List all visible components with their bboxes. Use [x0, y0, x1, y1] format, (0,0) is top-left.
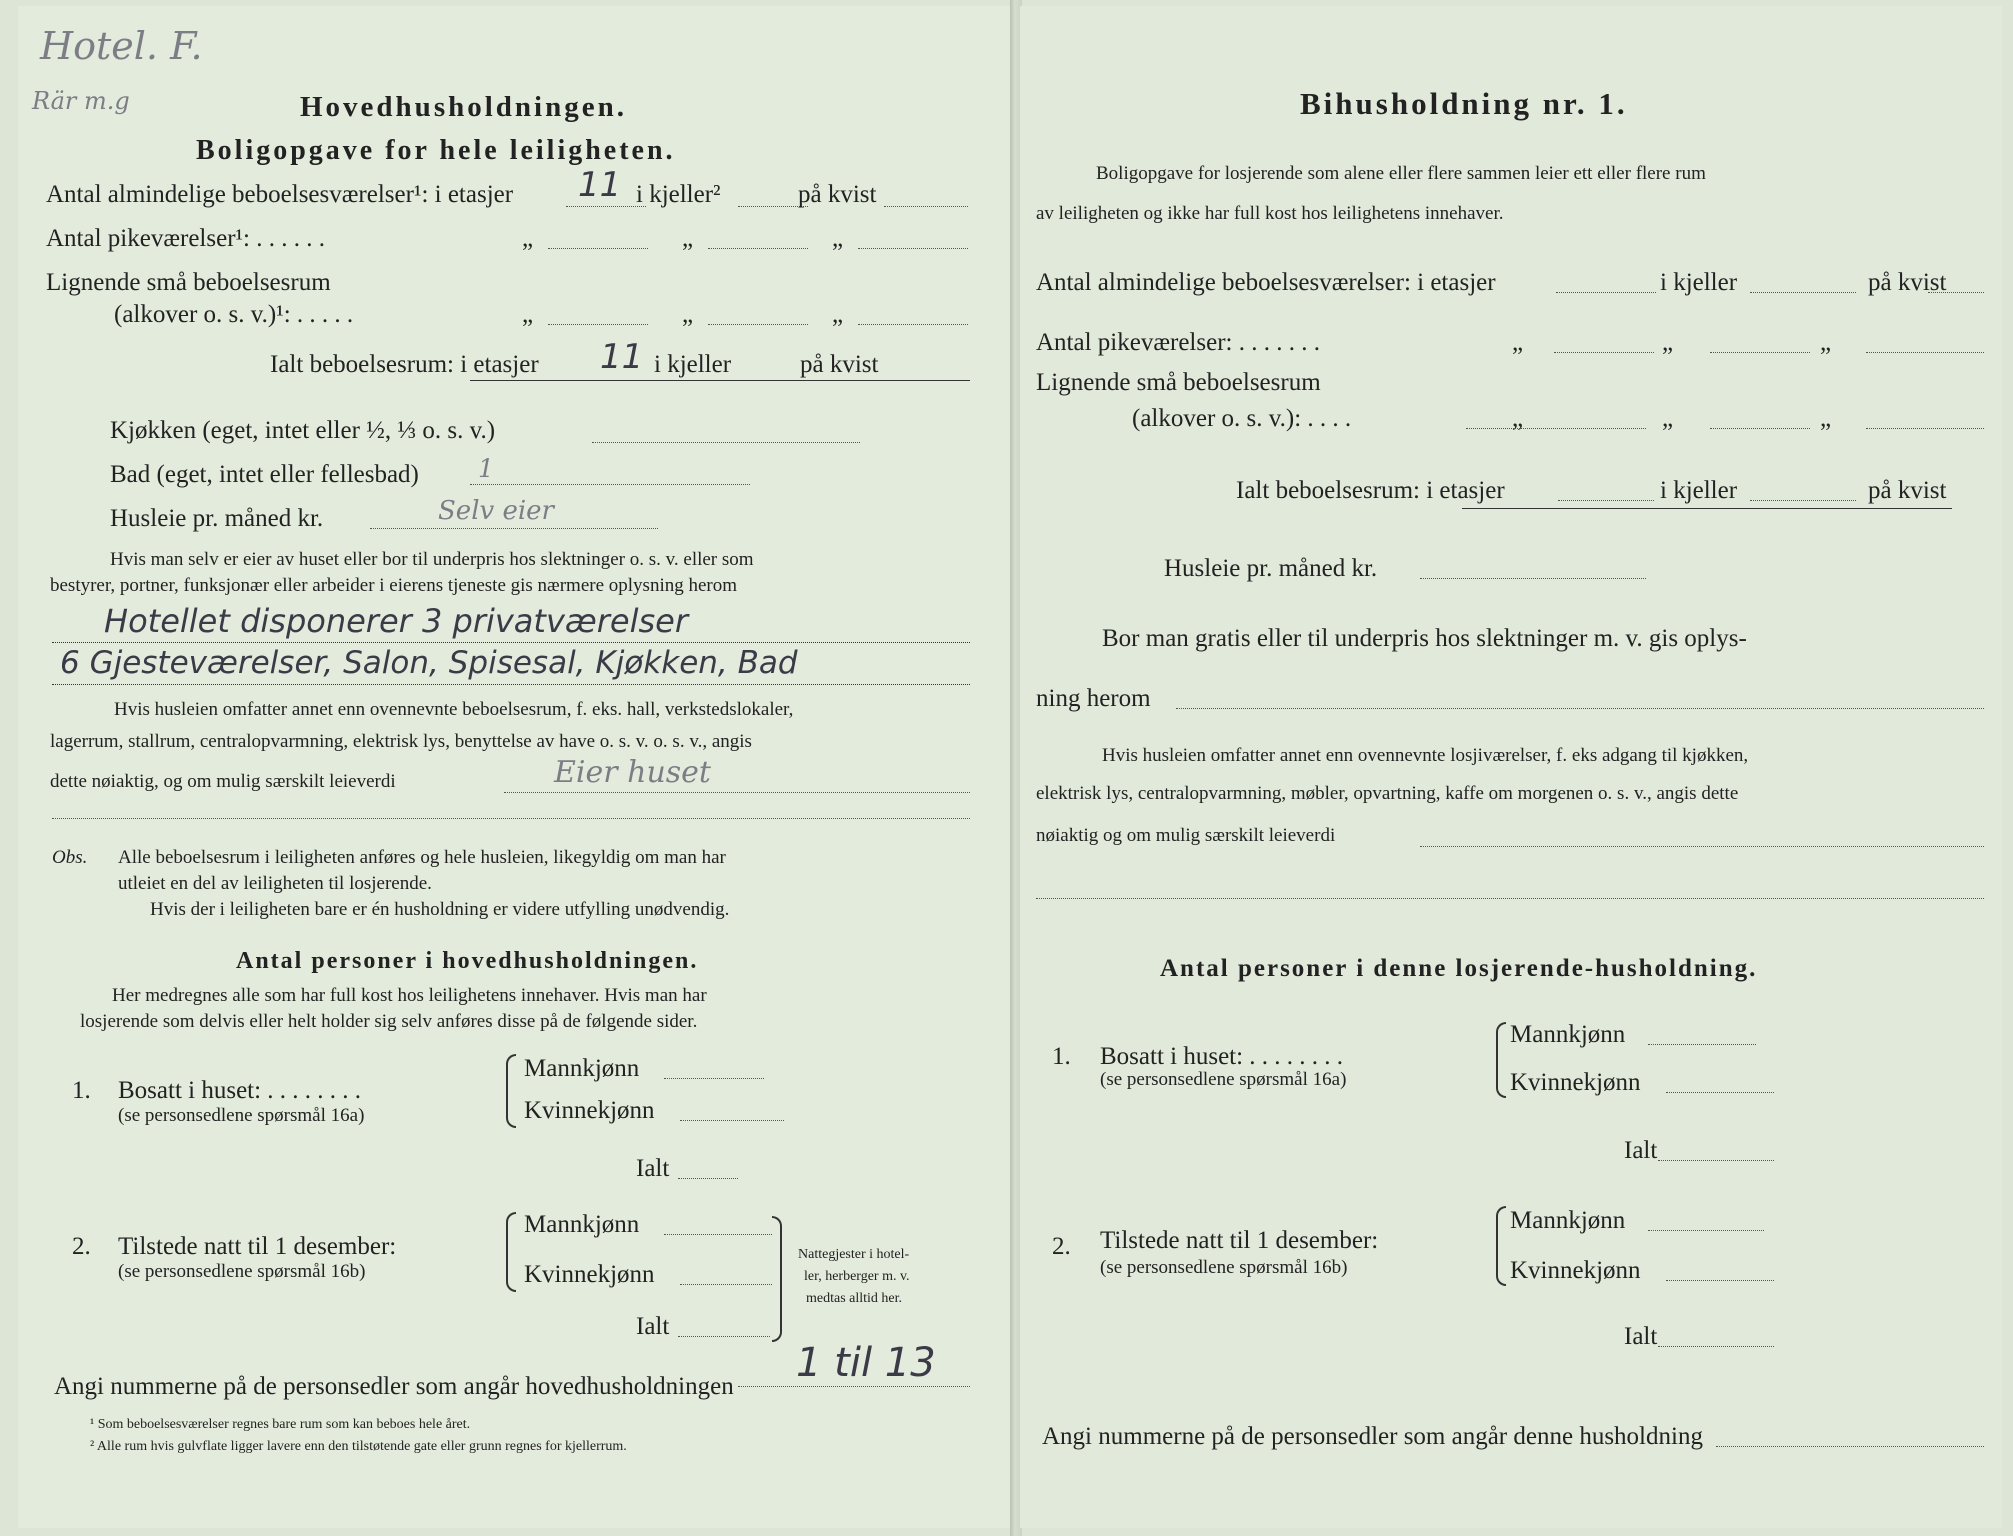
- omfatter-text-right-3: nøiaktig og om mulig særskilt leieverdi: [1036, 825, 1336, 846]
- rooms-kvist-field[interactable]: [884, 206, 968, 207]
- handwritten-underline-1: [52, 642, 970, 643]
- handwritten-underline-2: [52, 684, 970, 685]
- q1-ialt-field-right[interactable]: [1658, 1160, 1774, 1161]
- omfatter-text-3: dette nøiaktig, og om mulig særskilt leieverdi: [50, 771, 396, 792]
- q2-kvinne-label-right: Kvinnekjønn: [1510, 1257, 1641, 1284]
- husleie-label-right: Husleie pr. måned kr.: [1164, 555, 1378, 582]
- q1-number-right: 1.: [1052, 1043, 1071, 1070]
- ialt-kjeller-field-right[interactable]: [1750, 500, 1856, 501]
- q2-label-right: Tilstede natt til 1 desember:: [1100, 1227, 1379, 1254]
- husleie-field[interactable]: [370, 528, 658, 529]
- obs-text-3: Hvis der i leiligheten bare er én husholdning er videre utfylling unødvendig.: [150, 899, 730, 920]
- lignende-etasjer-field-right[interactable]: [1466, 428, 1646, 429]
- q2-brace-right: [1496, 1206, 1506, 1286]
- pike-label-right: Antal pikeværelser: . . . . . . .: [1036, 329, 1320, 356]
- pike-kjeller-field[interactable]: [708, 248, 808, 249]
- persons-text-2: losjerende som delvis eller helt holder sig selv anføres disse på de følgende sider.: [80, 1011, 698, 1032]
- ditto-r1: „: [1512, 329, 1524, 356]
- ditto-2: „: [682, 225, 694, 252]
- page-title: Hovedhusholdningen.: [300, 91, 627, 123]
- ditto-1: „: [522, 225, 534, 252]
- obs-text-2: utleiet en del av leiligheten til losjerende.: [118, 873, 432, 894]
- rooms-kjeller-field-right[interactable]: [1750, 292, 1856, 293]
- angi-label-right: Angi nummerne på de personsedler som angår denne husholdning: [1042, 1423, 1703, 1450]
- rooms-etasjer-field[interactable]: [566, 206, 646, 207]
- q2-brace: [506, 1212, 516, 1292]
- kjeller-label: i kjeller²: [636, 181, 721, 208]
- q2-mann-label-right: Mannkjønn: [1510, 1207, 1626, 1234]
- q2-number: 2.: [72, 1233, 91, 1260]
- q2-label: Tilstede natt til 1 desember:: [118, 1233, 397, 1260]
- kjokken-field[interactable]: [592, 442, 860, 443]
- q1-kvinne-label: Kvinnekjønn: [524, 1097, 655, 1124]
- q2-kvinne-field[interactable]: [680, 1284, 772, 1285]
- handwritten-line-2[interactable]: 6 Gjesteværelser, Salon, Spisesal, Kjøkken, Bad: [60, 645, 798, 681]
- omfatter-field-2[interactable]: [52, 818, 970, 819]
- husleie-label: Husleie pr. måned kr.: [110, 505, 324, 532]
- ialt-kvist-label: på kvist: [800, 351, 879, 378]
- angi-field-right[interactable]: [1716, 1446, 1984, 1447]
- ialt-kjeller-label-right: i kjeller: [1660, 477, 1738, 504]
- natt-note-1: Nattegjester i hotel-: [798, 1247, 910, 1262]
- page-title-right: Bihusholdning nr. 1.: [1300, 86, 1628, 121]
- q1-number: 1.: [72, 1077, 91, 1104]
- q2-ialt-field[interactable]: [678, 1336, 770, 1337]
- omfatter-text-2: lagerrum, stallrum, centralopvarmning, elektrisk lys, benyttelse av have o. s. v. o. s. v., angis: [50, 731, 752, 752]
- pike-kvist-field[interactable]: [858, 248, 968, 249]
- ditto-r6: „: [1820, 405, 1832, 432]
- omfatter-field-right-2[interactable]: [1036, 898, 1984, 899]
- ialt-kjeller-label: i kjeller: [654, 351, 732, 378]
- q1-ialt-label: Ialt: [636, 1155, 670, 1182]
- ditto-r4: „: [1512, 405, 1524, 432]
- pike-etasjer-field[interactable]: [548, 248, 648, 249]
- q1-mann-field-right[interactable]: [1648, 1044, 1756, 1045]
- ialt-underline: [470, 380, 970, 381]
- q2-kvinne-label: Kvinnekjønn: [524, 1261, 655, 1288]
- omfatter-value[interactable]: Eier huset: [554, 755, 711, 790]
- lignende-label-right-1: Lignende små beboelsesrum: [1036, 369, 1321, 396]
- q1-label-right: Bosatt i huset: . . . . . . . .: [1100, 1043, 1344, 1070]
- omfatter-text-right-1: Hvis husleien omfatter annet enn ovennevnte losjiværelser, f. eks adgang til kjøkken,: [1102, 745, 1749, 766]
- q1-sub-right: (se personsedlene spørsmål 16a): [1100, 1069, 1347, 1090]
- natt-note-3: medtas alltid her.: [806, 1291, 903, 1306]
- q1-mann-label-right: Mannkjønn: [1510, 1021, 1626, 1048]
- omfatter-field-right[interactable]: [1420, 846, 1984, 847]
- gratis-text-2: ning herom: [1036, 685, 1151, 712]
- persons-text-1: Her medregnes alle som har full kost hos leilighetens innehaver. Hvis man har: [112, 985, 707, 1006]
- lignende-label-2: (alkover o. s. v.)¹: . . . . .: [114, 301, 354, 328]
- ditto-r5: „: [1662, 405, 1674, 432]
- q1-label: Bosatt i huset: . . . . . . . .: [118, 1077, 362, 1104]
- ditto-4: „: [522, 301, 534, 328]
- q2-mann-label: Mannkjønn: [524, 1211, 640, 1238]
- ditto-3: „: [832, 225, 844, 252]
- ialt-label-right: Ialt beboelsesrum: i etasjer: [1236, 477, 1505, 504]
- rooms-etasjer-value[interactable]: 11: [578, 165, 622, 205]
- q1-ialt-field[interactable]: [678, 1178, 738, 1179]
- q2-sub: (se personsedlene spørsmål 16b): [118, 1261, 366, 1282]
- footnote-2: ² Alle rum hvis gulvflate ligger lavere enn den tilstøtende gate eller grunn regnes for kjellerrum.: [90, 1439, 627, 1454]
- kvist-label-right: på kvist: [1868, 269, 1947, 296]
- gratis-text-1: Bor man gratis eller til underpris hos slektninger m. v. gis oplys-: [1102, 625, 1747, 652]
- q1-kvinne-field-right[interactable]: [1666, 1092, 1774, 1093]
- rooms-label-right: Antal almindelige beboelsesværelser: i etasjer: [1036, 269, 1496, 296]
- husleie-value[interactable]: Selv eier: [438, 496, 554, 526]
- ialt-underline-right: [1462, 508, 1952, 509]
- lignende-kvist-field-right[interactable]: [1866, 428, 1984, 429]
- rooms-etasjer-field-right[interactable]: [1556, 292, 1656, 293]
- omfatter-text-1: Hvis husleien omfatter annet enn ovennevnte beboelsesrum, f. eks. hall, verkstedslokaler,: [114, 699, 794, 720]
- bad-field[interactable]: [470, 484, 750, 485]
- q1-kvinne-label-right: Kvinnekjønn: [1510, 1069, 1641, 1096]
- lignende-label-1: Lignende små beboelsesrum: [46, 269, 331, 296]
- gratis-field[interactable]: [1176, 708, 1984, 709]
- lignende-label-right-2: (alkover o. s. v.): . . . .: [1132, 405, 1352, 432]
- q2-number-right: 2.: [1052, 1233, 1071, 1260]
- bad-label: Bad (eget, intet eller fellesbad): [110, 461, 419, 488]
- lignende-kjeller-field-right[interactable]: [1710, 428, 1810, 429]
- angi-label: Angi nummerne på de personsedler som angår hovedhusholdningen: [54, 1373, 734, 1400]
- obs-text-1: Alle beboelsesrum i leiligheten anføres og hele husleien, likegyldig om man har: [118, 847, 726, 868]
- kjeller-label-right: i kjeller: [1660, 269, 1738, 296]
- page-subtitle: Boligopgave for hele leiligheten.: [196, 135, 676, 166]
- pike-kvist-field-right[interactable]: [1866, 352, 1984, 353]
- corner-note-hotel: Hotel. F.: [40, 24, 203, 68]
- angi-value[interactable]: 1 til 13: [796, 1340, 936, 1386]
- q2-kvinne-field-right[interactable]: [1666, 1280, 1774, 1281]
- husleie-field-right[interactable]: [1420, 578, 1646, 579]
- ditto-5: „: [682, 301, 694, 328]
- q2-sub-right: (se personsedlene spørsmål 16b): [1100, 1257, 1348, 1278]
- intro-text-2: av leiligheten og ikke har full kost hos leilighetens innehaver.: [1036, 203, 1504, 224]
- pike-etasjer-field-right[interactable]: [1554, 352, 1654, 353]
- q1-brace-right: [1496, 1022, 1506, 1098]
- persons-title: Antal personer i hovedhusholdningen.: [236, 948, 699, 974]
- q2-right-brace: [772, 1216, 782, 1342]
- footnote-1: ¹ Som beboelsesværelser regnes bare rum som kan beboes hele året.: [90, 1417, 471, 1432]
- rooms-kvist-field-right[interactable]: [1928, 292, 1984, 293]
- eier-text-1: Hvis man selv er eier av huset eller bor til underpris hos slektninger o. s. v. eller som: [110, 549, 754, 570]
- q1-ialt-label-right: Ialt: [1624, 1137, 1658, 1164]
- q2-mann-field[interactable]: [664, 1234, 772, 1235]
- natt-note-2: ler, herberger m. v.: [804, 1269, 910, 1284]
- left-page-hovedhusholdning: [18, 6, 1010, 1528]
- ialt-label: Ialt beboelsesrum: i etasjer: [270, 351, 539, 378]
- corner-note-sub: Rär m.g: [32, 87, 130, 115]
- ditto-r2: „: [1662, 329, 1674, 356]
- ditto-r3: „: [1820, 329, 1832, 356]
- q2-ialt-label-right: Ialt: [1624, 1323, 1658, 1350]
- bad-value[interactable]: 1: [478, 454, 494, 483]
- ialt-kvist-label-right: på kvist: [1868, 477, 1947, 504]
- omfatter-field[interactable]: [504, 792, 970, 793]
- q1-kvinne-field[interactable]: [680, 1120, 784, 1121]
- pike-label: Antal pikeværelser¹: . . . . . .: [46, 225, 325, 252]
- intro-text-1: Boligopgave for losjerende som alene eller flere sammen leier ett eller flere rum: [1096, 163, 1706, 184]
- right-page-bihusholdning: [1020, 6, 2002, 1528]
- handwritten-line-1[interactable]: Hotellet disponerer 3 privatværelser: [104, 602, 688, 640]
- rooms-label: Antal almindelige beboelsesværelser¹: i etasjer: [46, 181, 514, 208]
- q1-mann-label: Mannkjønn: [524, 1055, 640, 1082]
- eier-text-2: bestyrer, portner, funksjonær eller arbeider i eierens tjeneste gis nærmere oplysning herom: [50, 575, 738, 596]
- omfatter-text-right-2: elektrisk lys, centralopvarmning, møbler, opvartning, kaffe om morgenen o. s. v., angis dette: [1036, 783, 1739, 804]
- persons-title-right: Antal personer i denne losjerende-husholdning.: [1160, 955, 1758, 982]
- q1-brace: [506, 1054, 516, 1128]
- pike-kjeller-field-right[interactable]: [1710, 352, 1810, 353]
- kvist-label: på kvist: [798, 181, 877, 208]
- lignende-kvist-field[interactable]: [858, 324, 968, 325]
- angi-field[interactable]: [738, 1386, 970, 1387]
- lignende-kjeller-field[interactable]: [708, 324, 808, 325]
- q2-ialt-label: Ialt: [636, 1313, 670, 1340]
- obs-prefix: Obs.: [52, 847, 88, 868]
- ialt-etasjer-field-right[interactable]: [1558, 500, 1654, 501]
- kjokken-label: Kjøkken (eget, intet eller ½, ⅓ o. s. v.): [110, 417, 496, 444]
- q2-mann-field-right[interactable]: [1648, 1230, 1764, 1231]
- q1-sub: (se personsedlene spørsmål 16a): [118, 1105, 365, 1126]
- q2-ialt-field-right[interactable]: [1658, 1346, 1774, 1347]
- q1-mann-field[interactable]: [664, 1078, 764, 1079]
- ialt-etasjer-value[interactable]: 11: [600, 337, 644, 377]
- lignende-etasjer-field[interactable]: [548, 324, 648, 325]
- ditto-6: „: [832, 301, 844, 328]
